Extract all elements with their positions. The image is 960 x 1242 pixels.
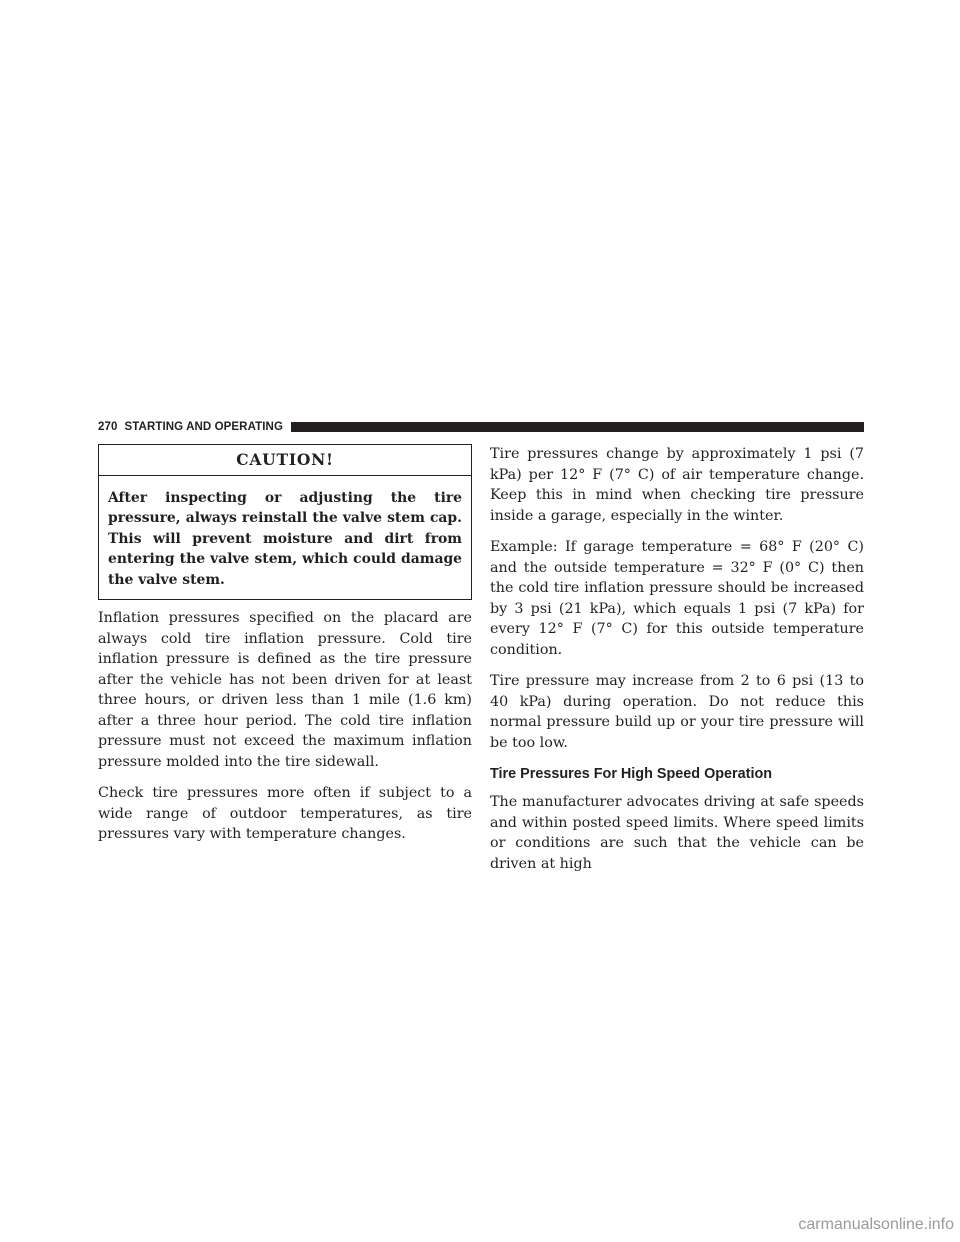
caution-title: CAUTION! (99, 445, 471, 476)
caution-box (98, 444, 472, 600)
caution-body: After inspecting or adjusting the tire pressure, always reinstall the valve stem cap. This will prevent moisture and dirt from entering the valve stem, which could damage the valve stem. (108, 490, 462, 588)
section-title: STARTING AND OPERATING (124, 421, 284, 433)
watermark-text: carmanualsonline.info (798, 1216, 954, 1233)
paragraph-manufacturer-advocates: The manufacturer advocates driving at safe speeds and within posted speed limits. Where speed limits or conditions are such that the vehicle can be driven at high (490, 794, 864, 872)
paragraph-pressure-change: Tire pressures change by approximately 1 psi (7 kPa) per 12° F (7° C) of air temperature change. Keep this in mind when checking tire pressure inside a garage, especially in the winter. (490, 446, 864, 524)
left-column (98, 444, 472, 856)
paragraph-pressure-increase: Tire pressure may increase from 2 to 6 psi (13 to 40 kPa) during operation. Do not reduce this normal pressure build up or your tire pressure will be too low. (490, 673, 864, 751)
page-number: 270 (98, 421, 118, 433)
paragraph-inflation-pressures: Inflation pressures specified on the placard are always cold tire inflation pressure. Cold tire inflation pressure is defined as the tire pressure after the vehicle has not been driven for at least three hours, or driven less than 1 mile (1.6 km) after a three hour period. The cold tire inflation pressure must not exceed the maximum inflation pressure molded into the tire sidewall. (98, 610, 472, 770)
header-rule (291, 422, 864, 432)
paragraph-example: Example: If garage temperature = 68° F (20° C) and the outside temperature = 32° F (0° C) then the cold tire inflation pressure should be increased by 3 psi (21 kPa), which equals 1 psi (7 kPa) for every 12° F (7° C) for this outside temperature condition. (490, 539, 864, 658)
right-column (490, 444, 864, 885)
page-header (98, 418, 864, 436)
paragraph-check-tire-pressures: Check tire pressures more often if subject to a wide range of outdoor temperatures, as tire pressures vary with temperature changes. (98, 785, 472, 843)
section-heading-high-speed: Tire Pressures For High Speed Operation (490, 766, 773, 782)
